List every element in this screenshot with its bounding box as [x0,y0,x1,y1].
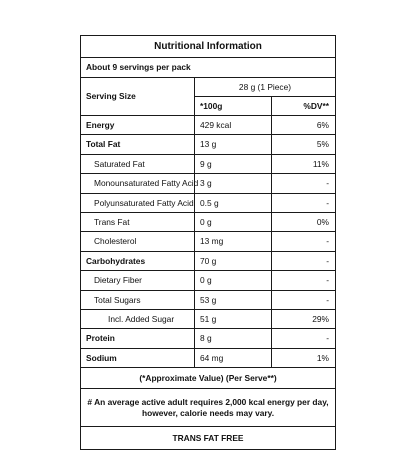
nutrient-row-sodium [81,349,335,368]
nutrient-amount: 13 g [195,135,272,153]
serving-size-label: Serving Size [81,78,195,115]
nutrient-dv: 5% [316,139,329,150]
nutrient-row-energy [81,116,335,135]
nutrient-dv: - [326,255,329,266]
nutrient-amount: 64 mg [195,349,272,367]
nutrient-name: Monounsaturated Fatty Acid [81,174,195,192]
approximate-value-note: (*Approximate Value) (Per Serve**) [81,368,335,389]
column-header-per-100g: *100g [195,97,272,115]
nutrient-amount: 70 g [195,252,272,270]
energy-footnote [81,389,335,427]
nutrient-row-carbohydrates [81,252,335,271]
column-header-dv: %DV** [303,100,329,111]
nutrient-dv: - [326,294,329,305]
nutrient-name: Incl. Added Sugar [81,310,195,328]
nutrient-name: Dietary Fiber [81,271,195,289]
nutrient-dv: - [326,197,329,208]
nutrient-row-trans-fat [81,213,335,232]
nutrient-name: Trans Fat [81,213,195,231]
nutrient-name: Carbohydrates [81,252,195,270]
nutrient-row-protein [81,329,335,348]
serving-portion: 28 g (1 Piece) [195,78,335,97]
nutrient-dv: 0% [316,216,329,227]
nutrient-dv: - [326,236,329,247]
column-headers [195,97,335,115]
nutrient-row-total-fat [81,135,335,154]
panel-title: Nutritional Information [81,36,335,58]
nutrient-dv: - [326,333,329,344]
nutrient-name: Energy [81,116,195,134]
nutrient-row-polyunsaturated-fat [81,194,335,213]
nutrient-amount: 0.5 g [195,194,272,212]
nutrient-amount: 51 g [195,310,272,328]
nutrient-name: Cholesterol [81,232,195,250]
nutrient-amount: 9 g [195,155,272,173]
nutrient-dv: 11% [312,158,329,169]
nutrient-amount: 53 g [195,291,272,309]
nutrient-name: Sodium [81,349,195,367]
nutrient-amount: 8 g [195,329,272,347]
nutrient-row-monounsaturated-fat [81,174,335,193]
nutrient-dv: - [326,275,329,286]
footnote-line: however, calorie needs may vary. [141,407,275,418]
nutrient-amount: 13 mg [195,232,272,250]
footnote-line: # An average active adult requires 2,000 kcal energy per day, [87,397,329,408]
nutrient-amount: 429 kcal [195,116,272,134]
nutrient-name: Total Sugars [81,291,195,309]
servings-per-pack: About 9 servings per pack [81,58,335,78]
nutrient-dv: - [326,178,329,189]
nutrient-row-dietary-fiber [81,271,335,290]
nutrient-dv: 1% [316,352,329,363]
nutrient-row-added-sugar [81,310,335,329]
nutrient-name: Saturated Fat [81,155,195,173]
serving-size-header [81,78,335,116]
nutrient-name: Total Fat [81,135,195,153]
nutrient-row-cholesterol [81,232,335,251]
trans-fat-free-label: TRANS FAT FREE [172,432,244,443]
nutrition-panel [80,35,336,450]
nutrient-name: Polyunsaturated Fatty Acid [81,194,195,212]
serving-size-values [195,78,335,115]
nutrient-row-saturated-fat [81,155,335,174]
nutrient-name: Protein [81,329,195,347]
nutrient-row-total-sugars [81,291,335,310]
nutrient-amount: 0 g [195,271,272,289]
nutrient-amount: 3 g [195,174,272,192]
nutrient-dv: 29% [312,313,329,324]
nutrient-amount: 0 g [195,213,272,231]
nutrient-dv: 6% [316,119,329,130]
